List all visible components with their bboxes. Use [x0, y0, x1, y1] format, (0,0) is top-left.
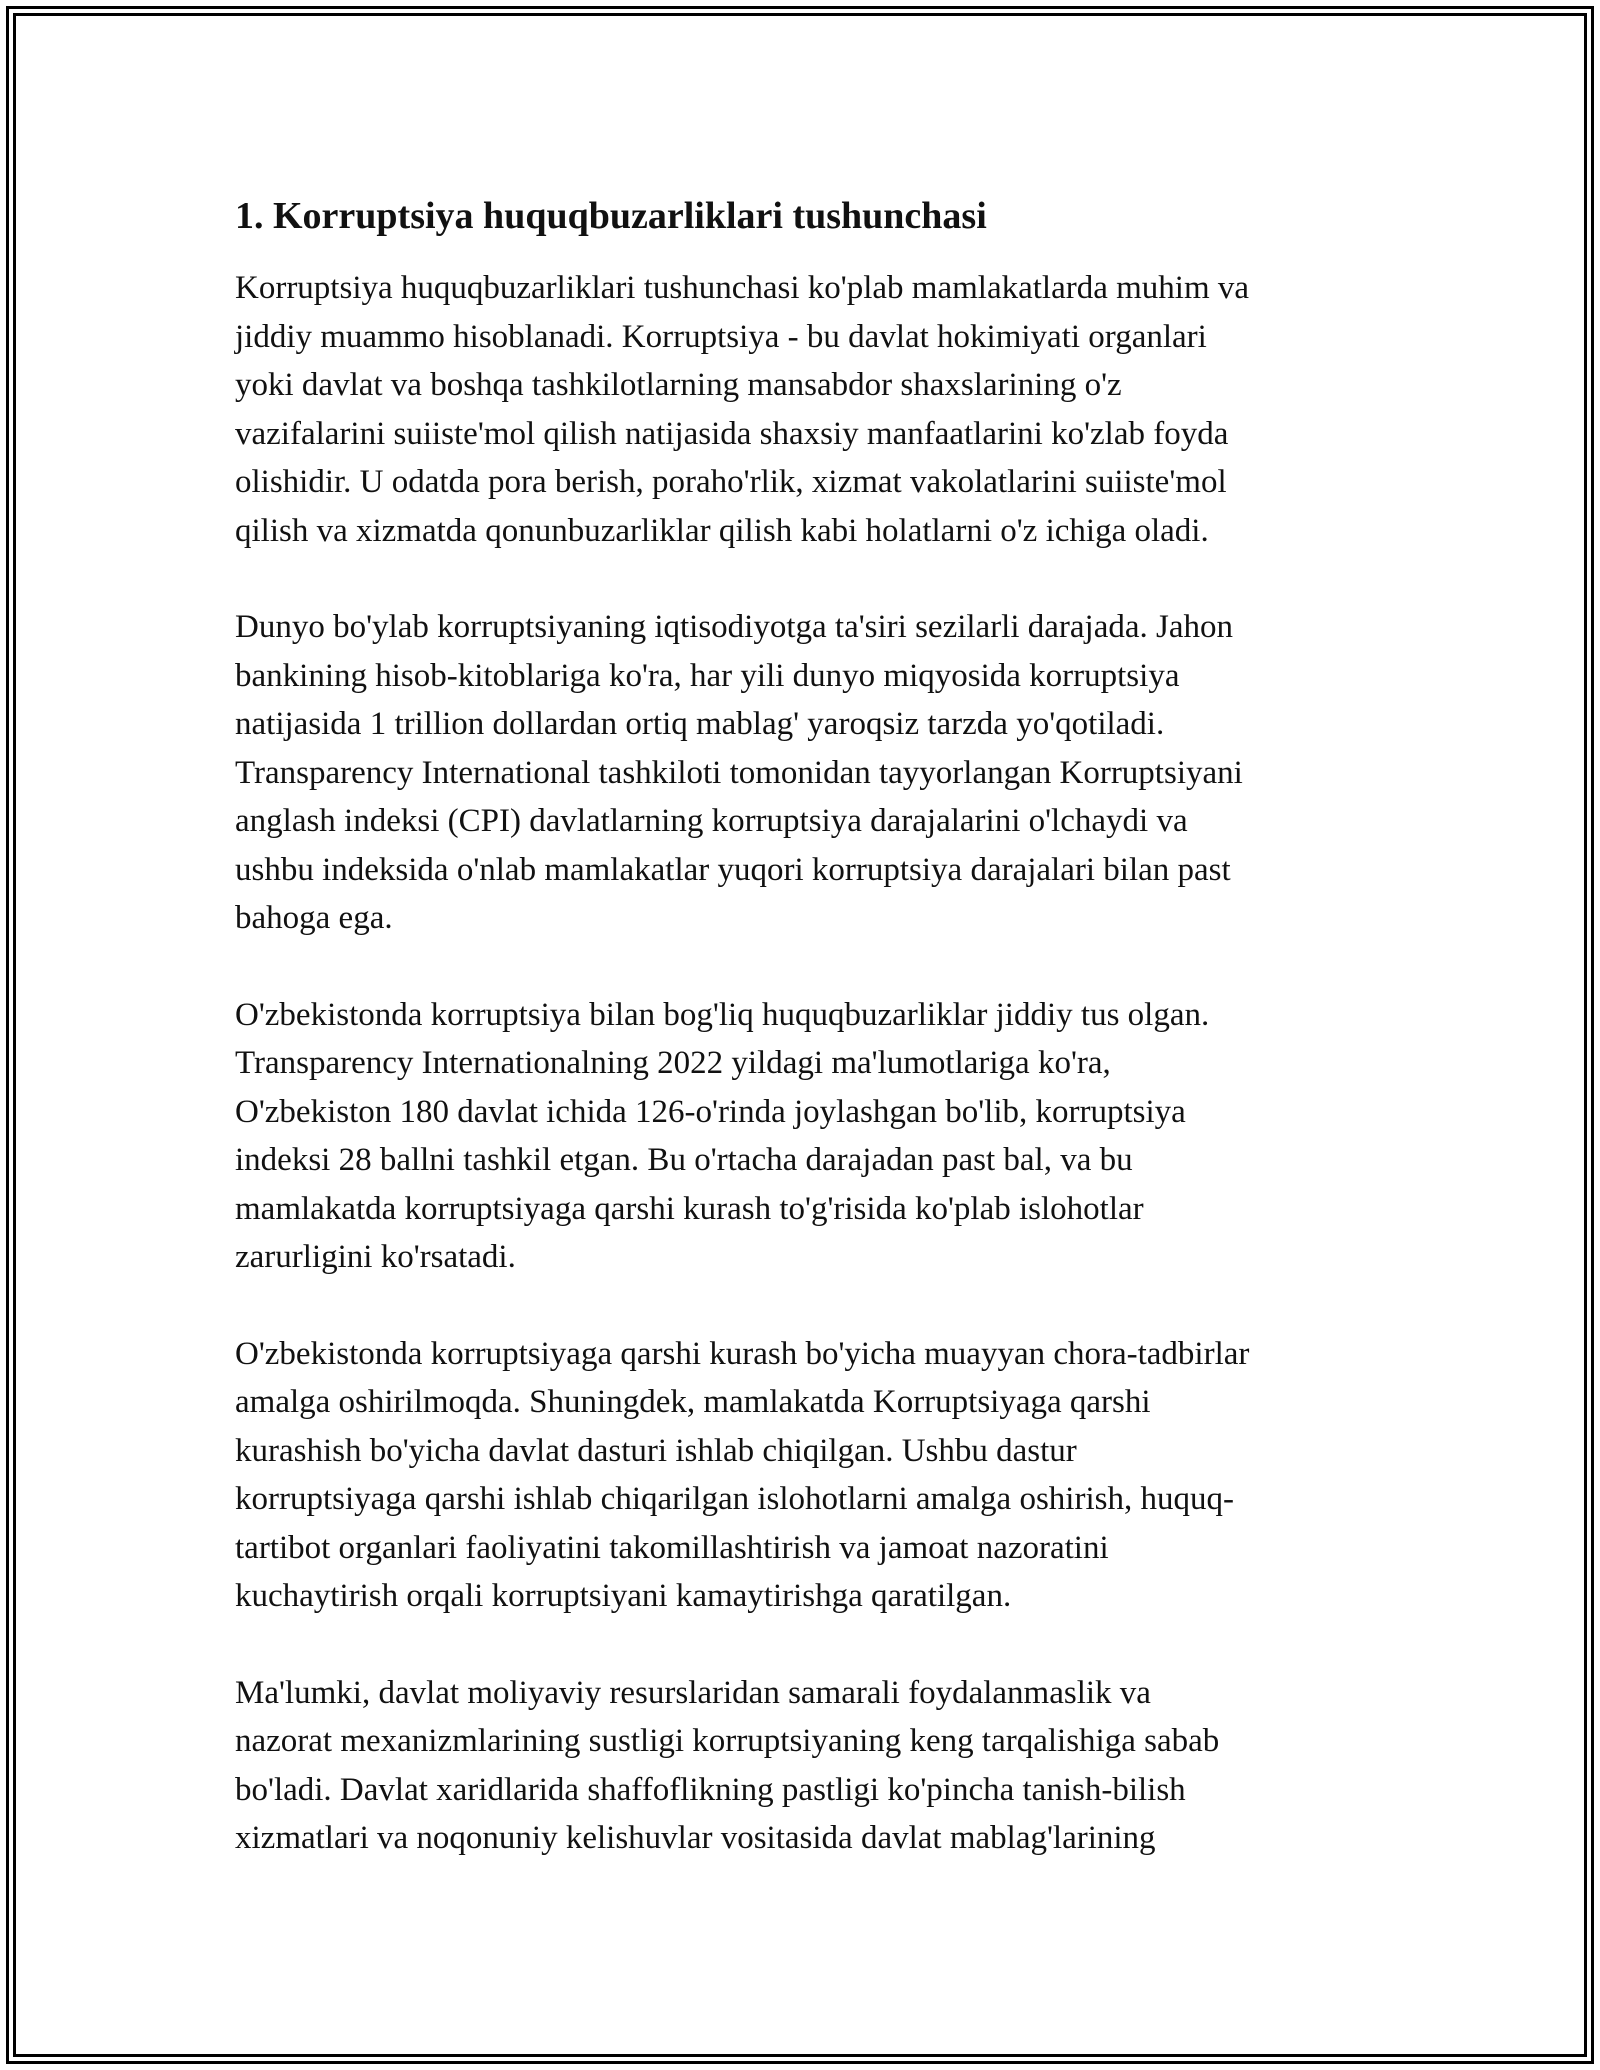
text-line: indeksi 28 ballni tashkil etgan. Bu o'rtacha darajadan past bal, va bu — [235, 1142, 1133, 1178]
text-line: bahoga ega. — [235, 900, 393, 936]
text-line: olishidir. U odatda pora berish, poraho'rlik, xizmat vakolatlarini suiiste'mol — [235, 464, 1227, 500]
text-line: qilish va xizmatda qonunbuzarliklar qilish kabi holatlarni o'z ichiga oladi. — [235, 512, 1209, 549]
text-line: Korruptsiya huquqbuzarliklari tushunchasi ko'plab mamlakatlarda muhim va — [235, 270, 1250, 306]
text-line: amalga oshirilmoqda. Shuningdek, mamlakatda Korruptsiyaga qarshi — [235, 1384, 1151, 1420]
paragraph-1 — [235, 264, 1375, 555]
text-line: ushbu indeksida o'nlab mamlakatlar yuqori korruptsiya darajalari bilan past — [235, 851, 1231, 888]
text-line: tartibot organlari faoliyatini takomillashtirish va jamoat nazoratini — [235, 1529, 1109, 1566]
text-line: O'zbekistonda korruptsiya bilan bog'liq huquqbuzarliklar jiddiy tus olgan. — [235, 996, 1210, 1033]
text-line: O'zbekiston 180 davlat ichida 126-o'rinda joylashgan bo'lib, korruptsiya — [235, 1093, 1186, 1130]
text-line: nazorat mexanizmlarining sustligi korruptsiyaning keng tarqalishiga sabab — [235, 1723, 1220, 1759]
text-line: korruptsiyaga qarshi ishlab chiqarilgan islohotlarni amalga oshirish, huquq- — [235, 1481, 1234, 1517]
text-line: kurashish bo'yicha davlat dasturi ishlab chiqilgan. Ushbu dastur — [235, 1432, 1077, 1469]
text-line: anglash indeksi (CPI) davlatlarning korruptsiya darajalarini o'lchaydi va — [235, 803, 1188, 839]
paragraph-4 — [235, 1330, 1375, 1621]
text-line: Ma'lumki, davlat moliyaviy resurslaridan samarali foydalanmaslik va — [235, 1674, 1151, 1711]
text-line: xizmatlari va noqonuniy kelishuvlar vositasida davlat mablag'larining — [235, 1820, 1156, 1856]
text-line: natijasida 1 trillion dollardan ortiq mablag' yaroqsiz tarzda yo'qotiladi. — [235, 706, 1165, 742]
text-line: Transparency Internationalning 2022 yildagi ma'lumotlariga ko'ra, — [235, 1045, 1111, 1081]
text-line: O'zbekistonda korruptsiyaga qarshi kurash bo'yicha muayyan chora-tadbirlar — [235, 1335, 1250, 1372]
paragraph-5 — [235, 1669, 1375, 1863]
text-line: kuchaytirish orqali korruptsiyani kamaytirishga qaratilgan. — [235, 1578, 1012, 1614]
text-line: jiddiy muammo hisoblanadi. Korruptsiya - bu davlat hokimiyati organlari — [235, 318, 1207, 355]
text-line: bankining hisob-kitoblariga ko'ra, har yili dunyo miqyosida korruptsiya — [235, 657, 1180, 694]
text-line: vazifalarini suiiste'mol qilish natijasida shaxsiy manfaatlarini ko'zlab foyda — [235, 415, 1229, 452]
text-line: zarurligini ko'rsatadi. — [235, 1239, 516, 1275]
text-line: mamlakatda korruptsiyaga qarshi kurash to'g'risida ko'plab islohotlar — [235, 1190, 1144, 1227]
text-line: Transparency International tashkiloti tomonidan tayyorlangan Korruptsiyani — [235, 754, 1243, 791]
section-heading: 1. Korruptsiya huquqbuzarliklari tushunchasi — [235, 195, 987, 237]
text-line: Dunyo bo'ylab korruptsiyaning iqtisodiyotga ta'siri sezilarli darajada. Jahon — [235, 609, 1234, 645]
paragraph-3 — [235, 991, 1375, 1282]
document-page — [235, 190, 1375, 1911]
text-line: bo'ladi. Davlat xaridlarida shaffoflikning pastligi ko'pincha tanish-bilish — [235, 1771, 1186, 1808]
paragraph-2 — [235, 603, 1375, 943]
text-line: yoki davlat va boshqa tashkilotlarning mansabdor shaxslarining o'z — [235, 367, 1122, 403]
